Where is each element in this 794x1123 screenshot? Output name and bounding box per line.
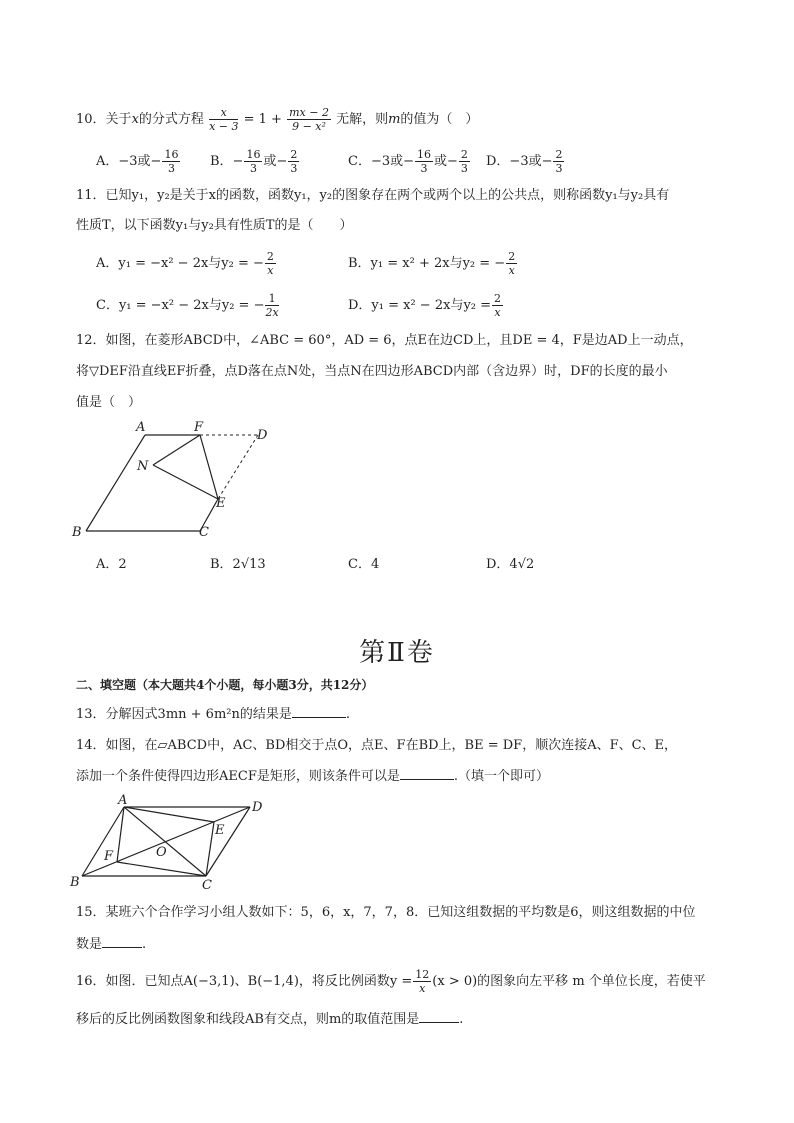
q12-label-b: B [72, 525, 82, 540]
q16-fraction: $\frac{12}{x}$ [415, 968, 430, 995]
q15-stem-line2: 数是 . [76, 937, 147, 952]
q12-label-d: D [257, 428, 268, 443]
q15-answer-blank[interactable] [102, 935, 142, 948]
q11-option-a[interactable]: A．y₁ = −x² − 2x与y₂ = − $\frac{2}{x}$ [96, 250, 274, 277]
q10-stem: 10．关于x的分式方程 $\frac{x}{x - 3}$ = 1 + $\frac{mx - 2}{\text{9 − x²}}$ 无解，则m的值为（ ） [76, 106, 479, 133]
part-two-title: 第Ⅱ卷 [359, 638, 435, 668]
q16-stem-line1: 16．如图．已知点A(−3,1)、B(−1,4)，将反比例函数y = $\frac{12}{x}$ (x > 0)的图象向左平移 m 个单位长度，若使平 [76, 968, 706, 995]
q11-stem-line2: 性质T，以下函数y₁与y₂具有性质T的是（ ） [76, 218, 353, 233]
q13-stem: 13．分解因式3mn + 6m²n的结果是 . [76, 707, 350, 722]
q12-label-c: C [199, 525, 209, 540]
q14-label-d: D [252, 800, 263, 815]
fill-blank-section-heading: 二、填空题（本大题共4个小题，每小题3分，共12分） [76, 678, 374, 692]
q14-label-e: E [215, 823, 225, 838]
q14-label-o: O [156, 845, 167, 860]
q14-diagonal-ac [124, 807, 206, 876]
q16-stem-line2: 移后的反比例函数图象和线段AB有交点，则m的取值范围是 . [76, 1012, 464, 1027]
q14-label-f: F [104, 849, 114, 864]
q14-diagonal-bd [82, 807, 250, 876]
q11-option-d[interactable]: D．y₁ = x² − 2x与y₂ = $\frac{2}{x}$ [348, 292, 502, 319]
q10-option-d[interactable]: D．−3或− $\frac{2}{3}$ [486, 148, 563, 175]
q12-stem-line2: 将▽DEF沿直线EF折叠，点D落在点N处，当点N在四边形ABCD内部（含边界）时，DF的长度的最小 [76, 364, 668, 379]
q14-label-b: B [70, 875, 80, 890]
q12-segment-ne [153, 465, 218, 499]
q14-stem-line2: 添加一个条件使得四边形AECF是矩形，则该条件可以是 .（填一个即可） [76, 769, 549, 784]
q16-answer-blank[interactable] [419, 1010, 459, 1023]
q12-option-d[interactable]: D．4√2 [486, 557, 535, 572]
q14-answer-blank[interactable] [400, 767, 454, 780]
q14-segment-af [117, 807, 124, 862]
q10-option-a[interactable]: A．−3或− $\frac{16}{3}$ [96, 148, 179, 175]
q12-label-e: E [216, 496, 226, 511]
q14-segment-ce [206, 822, 214, 876]
q12-option-b[interactable]: B．2√13 [210, 557, 266, 572]
q15-stem-line1: 15．某班六个合作学习小组人数如下：5，6，x，7，7，8．已知这组数据的平均数是6，则这组数据的中位 [76, 905, 696, 920]
q12-option-a[interactable]: A．2 [96, 557, 127, 572]
q12-stem-line3: 值是（ ） [76, 395, 142, 410]
q12-stem-line1: 12．如图，在菱形ABCD中，∠ABC = 60°，AD = 6，点E在边CD上，且DE = 4，F是边AD上一动点， [76, 333, 693, 348]
q14-segment-ba [82, 807, 124, 876]
q10-fraction-2: $\frac{mx - 2}{\text{9 − x²}}$ [289, 106, 329, 133]
q12-rhombus-figure [60, 415, 290, 550]
q14-label-a: A [118, 793, 128, 808]
q13-answer-blank[interactable] [292, 705, 346, 718]
q14-parallelogram-figure [60, 793, 280, 893]
q14-label-c: C [202, 878, 212, 893]
q14-segment-dc [206, 807, 250, 876]
q14-stem-line1: 14．如图，在▱ABCD中，AC、BD相交于点O，点E、F在BD上，BE = DF，顺次连接A、F、C、E， [76, 738, 678, 753]
q12-segment-ab [86, 435, 145, 531]
q10-fraction-1: $\frac{x}{x - 3}$ [209, 106, 239, 133]
q10-option-c[interactable]: C．−3或− $\frac{16}{3}$ 或− $\frac{2}{3}$ [348, 148, 468, 175]
q12-label-a: A [136, 420, 146, 435]
q10-option-b[interactable]: B．− $\frac{16}{3}$ 或− $\frac{2}{3}$ [210, 148, 298, 175]
q12-segment-fn [153, 435, 200, 465]
q12-label-n: N [137, 459, 149, 474]
q14-segment-ea [124, 807, 214, 822]
q12-label-f: F [194, 420, 204, 435]
q11-option-b[interactable]: B．y₁ = x² + 2x与y₂ = − $\frac{2}{x}$ [348, 250, 516, 277]
q12-option-c[interactable]: C．4 [348, 557, 380, 572]
q12-segment-fe [200, 435, 218, 499]
q12-dashed-de [218, 435, 258, 499]
q11-stem-line1: 11．已知y₁，y₂是关于x的函数，函数y₁，y₂的图象存在两个或两个以上的公共点，则称函数y₁与y₂具有 [76, 188, 670, 203]
q11-option-c[interactable]: C．y₁ = −x² − 2x与y₂ = − $\frac{1}{2x}$ [96, 292, 279, 319]
